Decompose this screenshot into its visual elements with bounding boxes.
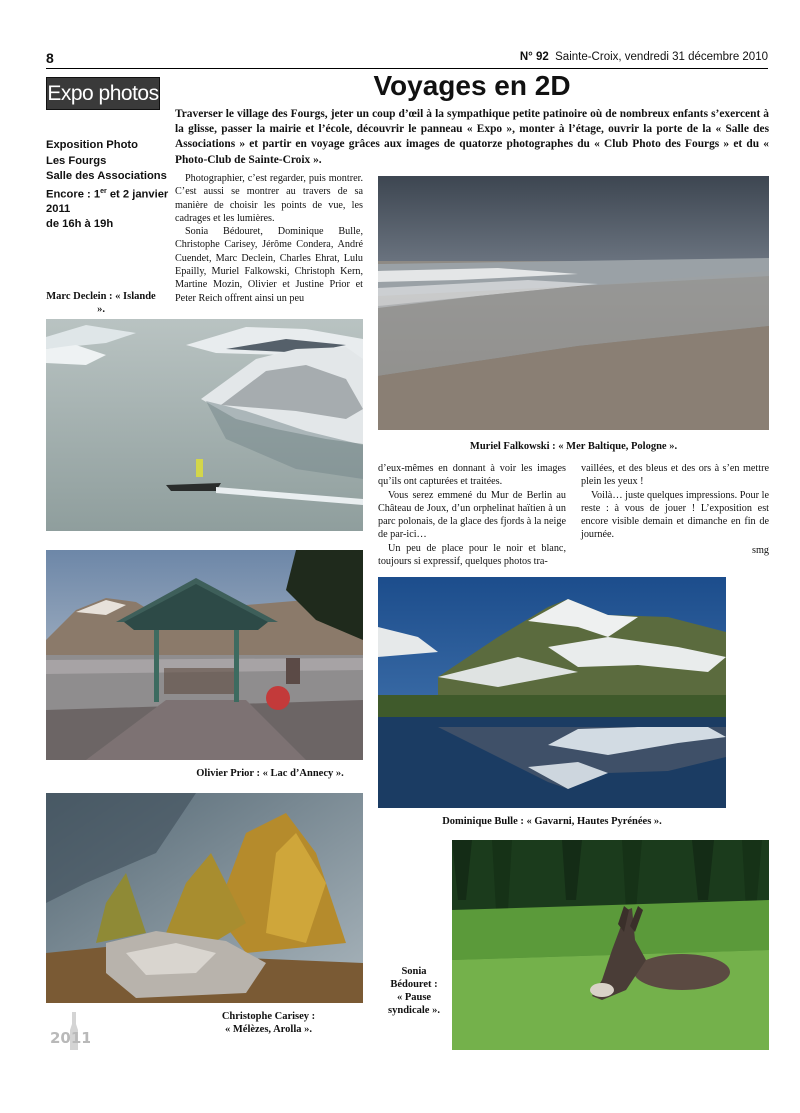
caption-bedouret-line1: Sonia: [401, 966, 427, 977]
body-paragraph: vaillées, et des bleus et des ors à s’en mettre plein les yeux !: [581, 463, 769, 488]
event-info-line: Exposition Photo: [46, 139, 138, 151]
event-info-dates: [46, 185, 170, 217]
photo-gavarni: [378, 577, 726, 808]
caption-carisey-line1: Christophe Carisey :: [221, 1011, 316, 1022]
body-paragraph: Vous serez emmené du Mur de Berlin au Château de Joux, d’un orphelinat haïtien à un parc polonais, de la glace des fjords à la neige de par-ici…: [378, 489, 566, 541]
body-paragraph: Voilà… juste quelques impressions. Pour le reste : à vous de jouer ! L’exposition est encore visible demain et dimanche en fin de journée.: [581, 489, 769, 541]
article-title: Voyages en 2D: [373, 70, 571, 101]
new-year-logo: [48, 1010, 90, 1050]
body-paragraph: Photographier, c’est regarder, puis montrer. C’est aussi se montrer au travers de sa manière de choisir les points de vue, les cadrages et les lumières.: [175, 173, 363, 224]
body-paragraph: Sonia Bédouret, Dominique Bulle, Christophe Carisey, Jérôme Condera, André Cuendet, Marc Declein, Charles Ehrat, Lulu Epailly, Muriel Falkowski, Christoph Kern, Martine Mozin, Olivier et Justine Prior et Peter Reich offrent ainsi un peu: [175, 226, 363, 304]
caption-bedouret-line2: Bédouret :: [390, 979, 438, 990]
event-info: [46, 138, 170, 233]
article-lead: Traverser le village des Fourgs, jeter un coup d’œil à la sympathique petite patinoire où de nombreux enfants s’exercent à la glisse, passer la mairie et l’école, découvrir le panneau « Expo », monter à l’étage, ouvrir la porte de la « Salle des Associations » et partir en voyage grâces aux images de quatorze photographes du « Club Photo des Fourgs » et du « Photo-Club de Sainte-Croix ».: [175, 108, 769, 166]
publication-date: Sainte-Croix, vendredi 31 décembre 2010: [555, 51, 768, 63]
photo-islande: [46, 319, 363, 531]
caption-declein: Marc Declein : « Islande ».: [46, 291, 156, 315]
body-column-3: [581, 462, 769, 557]
photo-mer-baltique: [378, 176, 769, 430]
champagne-icon: [48, 1010, 90, 1050]
dates-text-end: et 2 janvier 2011: [46, 188, 169, 215]
photo-lac-annecy: [46, 550, 363, 760]
body-column-2: [378, 462, 566, 568]
event-info-line: Salle des Associations: [46, 170, 167, 182]
photo-melezes: [46, 793, 363, 1003]
logo-year: 2011: [50, 1029, 90, 1047]
caption-bedouret-line4: syndicale ».: [388, 1005, 440, 1016]
photo-pause-syndicale: [452, 840, 769, 1050]
section-rubric: Expo photos: [46, 77, 160, 110]
caption-bedouret: [382, 965, 446, 1017]
issue-number: N° 92: [519, 51, 549, 63]
event-info-line: Les Fourgs: [46, 154, 107, 167]
body-column-1: [175, 172, 363, 305]
dates-sup: er: [100, 187, 107, 195]
body-paragraph: Un peu de place pour le noir et blanc, toujours si expressif, quelques photos tra-: [378, 542, 566, 568]
event-info-hours: de 16h à 19h: [46, 218, 114, 231]
caption-bulle: Dominique Bulle : « Gavarni, Hautes Pyrénées ».: [442, 816, 662, 827]
author-signature: smg: [752, 544, 769, 556]
caption-bedouret-line3: « Pause: [396, 992, 432, 1003]
header-rule: [46, 68, 768, 69]
caption-falkowski: Muriel Falkowski : « Mer Baltique, Pologne ».: [469, 441, 678, 452]
dates-text: Encore : 1: [46, 188, 101, 201]
page-number: 8: [46, 50, 54, 66]
body-paragraph: d’eux-mêmes en donnant à voir les images qu’ils ont capturées et traitées.: [378, 463, 566, 488]
caption-carisey-line2: « Mélèzes, Arolla ».: [225, 1024, 312, 1035]
caption-prior: Olivier Prior : « Lac d’Annecy ».: [196, 768, 344, 779]
header-info: [520, 51, 768, 63]
caption-carisey: [196, 1010, 341, 1036]
